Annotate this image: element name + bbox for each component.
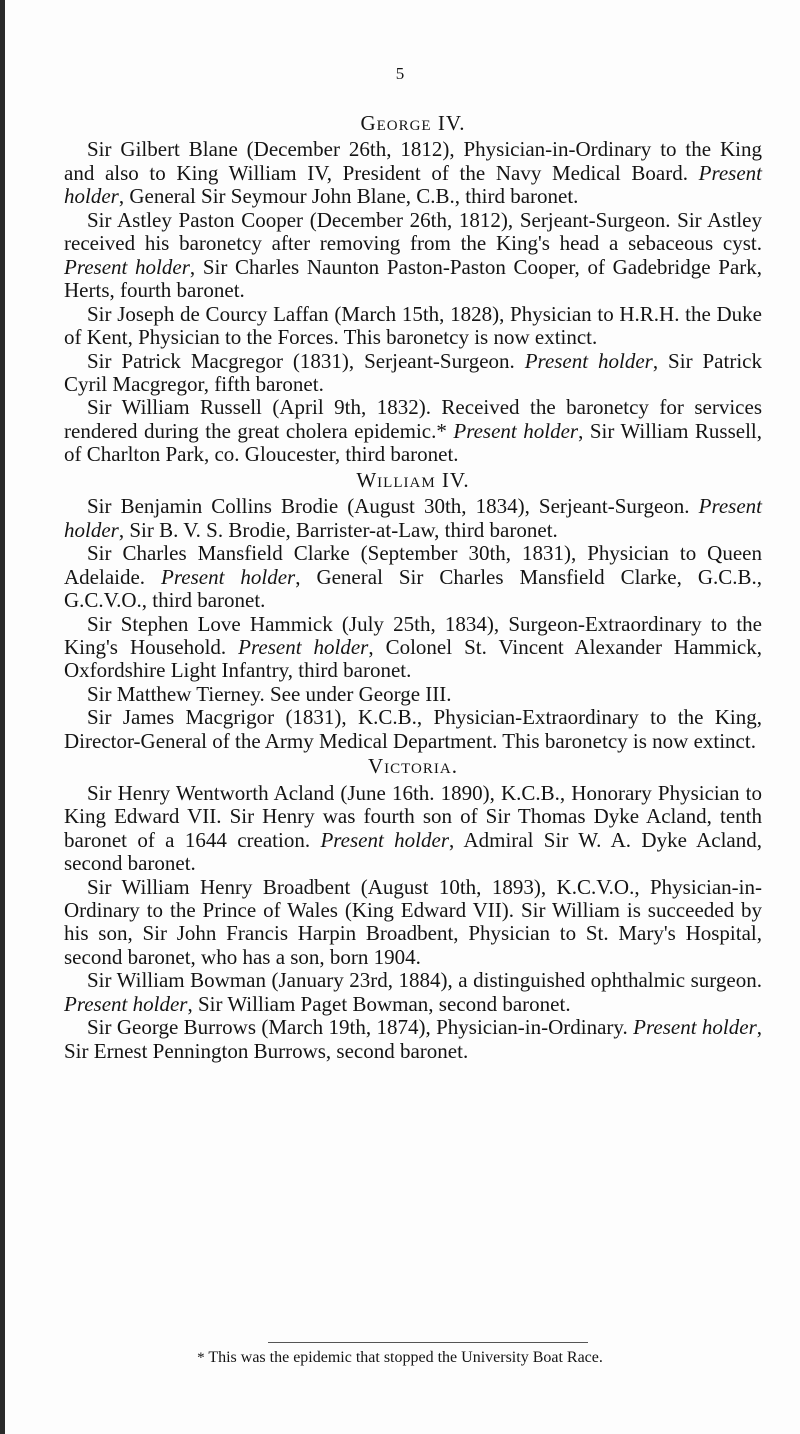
entry-text: Sir William Henry Broadbent (August 10th, 1893), K.C.V.O., Physician-in-Ordinary to the Prince of Wales (King Edward VII). Sir William is succeeded by his son, Sir John Francis Harpin Broadbent, Physician to St. Mary's Hospital, second baronet, who has a son, born 1904.: [64, 874, 762, 969]
entry-text: , Admiral Sir W. A. Dyke Acland, second baronet.: [64, 827, 762, 876]
entry-text: Sir Joseph de Courcy Laffan (March 15th, 1828), Physician to H.R.H. the Duke of Kent, Physician to the Forces. This baronetcy is now extinct.: [64, 301, 762, 350]
baronetcy-entry: [64, 969, 762, 1016]
present-holder-label: Present holder: [64, 254, 190, 279]
entry-text: Sir Patrick Macgregor (1831), Serjeant-Surgeon.: [87, 348, 525, 373]
present-holder-label: Present holder: [524, 348, 653, 373]
baronetcy-entry: [64, 303, 762, 350]
present-holder-label: Present holder: [64, 494, 762, 542]
entry-text: Sir William Russell (April 9th, 1832). Received the baronetcy for services rendered during the great cholera epidemic.*: [64, 395, 762, 443]
entry-text: , Sir Patrick Cyril Macgregor, fifth baronet.: [64, 348, 762, 396]
baronetcy-entry: [64, 350, 762, 397]
baronetcy-entry: [64, 209, 762, 303]
footnote-text: This was the epidemic that stopped the University Boat Race.: [208, 1349, 603, 1366]
entry-text: Sir James Macgrigor (1831), K.C.B., Physician-Extraordinary to the King, Director-General of the Army Medical Department. This baronetcy is now extinct.: [64, 705, 762, 753]
baronetcy-entry: [64, 1016, 762, 1063]
baronetcy-entry: [64, 542, 762, 612]
page-left-edge: [0, 0, 5, 1434]
entry-text: Sir William Bowman (January 23rd, 1884), a distinguished ophthalmic surgeon.: [87, 968, 762, 993]
footnote-rule: [268, 1342, 588, 1343]
baronetcy-entry: [64, 706, 762, 753]
baronetcy-entry: [64, 495, 762, 542]
entry-text: Sir Benjamin Collins Brodie (August 30th, 1834), Serjeant-Surgeon.: [87, 494, 699, 519]
entry-text: , Sir Ernest Pennington Burrows, second baronet.: [64, 1015, 762, 1063]
present-holder-label: Present holder: [320, 827, 450, 852]
entry-text: Sir Stephen Love Hammick (July 25th, 1834), Surgeon-Extraordinary to the King's Household.: [64, 611, 762, 659]
entry-text: , Sir William Russell, of Charlton Park, co. Gloucester, third baronet.: [64, 418, 762, 467]
entry-text: , Sir B. V. S. Brodie, Barrister-at-Law, third baronet.: [118, 517, 558, 542]
entry-text: Sir Gilbert Blane (December 26th, 1812), Physician-in-Ordinary to the King and also to King William IV, President of the Navy Medical Board.: [64, 137, 762, 185]
section-heading: William IV.: [356, 467, 470, 492]
present-holder-label: Present holder: [161, 564, 296, 589]
page-number: 5: [395, 64, 405, 83]
footnote-marker: *: [197, 1350, 205, 1366]
entry-text: Sir Henry Wentworth Acland (June 16th. 1890), K.C.B., Honorary Physician to King Edward VII. Sir Henry was fourth son of Sir Thomas Dyke Acland, tenth baronet of a 1644 creation.: [64, 780, 762, 852]
footnote: [0, 1349, 800, 1367]
entry-text: , General Sir Charles Mansfield Clarke, G.C.B., G.C.V.O., third baronet.: [64, 564, 763, 613]
baronetcy-entry: [64, 876, 762, 970]
present-holder-label: Present holder: [64, 991, 188, 1016]
present-holder-label: Present holder: [633, 1015, 757, 1040]
present-holder-label: Present holder: [453, 418, 579, 443]
section-heading: Victoria.: [368, 754, 458, 779]
section-heading: George IV.: [360, 111, 466, 135]
entry-text: Sir Charles Mansfield Clarke (September 30th, 1831), Physician to Queen Adelaide.: [64, 541, 762, 589]
entry-text: Sir Matthew Tierney. See under George III.: [87, 681, 452, 706]
baronetcy-entry: [64, 683, 762, 706]
baronetcy-entry: [64, 396, 762, 466]
entry-text: , Sir Charles Naunton Paston-Paston Cooper, of Gadebridge Park, Herts, fourth baronet.: [64, 254, 763, 303]
present-holder-label: Present holder: [238, 634, 369, 659]
entry-text: , Colonel St. Vincent Alexander Hammick, Oxfordshire Light Infantry, third baronet.: [64, 634, 762, 683]
baronetcy-entry: [64, 782, 762, 876]
present-holder-label: Present holder: [64, 160, 762, 209]
entry-text: Sir Astley Paston Cooper (December 26th, 1812), Serjeant-Surgeon. Sir Astley received his baronetcy after removing from the King's head a sebaceous cyst.: [64, 207, 762, 256]
entry-text: , General Sir Seymour John Blane, C.B., third baronet.: [118, 184, 579, 209]
main-text: [64, 110, 762, 1063]
entry-text: Sir George Burrows (March 19th, 1874), Physician-in-Ordinary.: [87, 1015, 634, 1040]
baronetcy-entry: [64, 138, 762, 208]
baronetcy-entry: [64, 613, 762, 683]
entry-text: , Sir William Paget Bowman, second baronet.: [187, 991, 571, 1016]
